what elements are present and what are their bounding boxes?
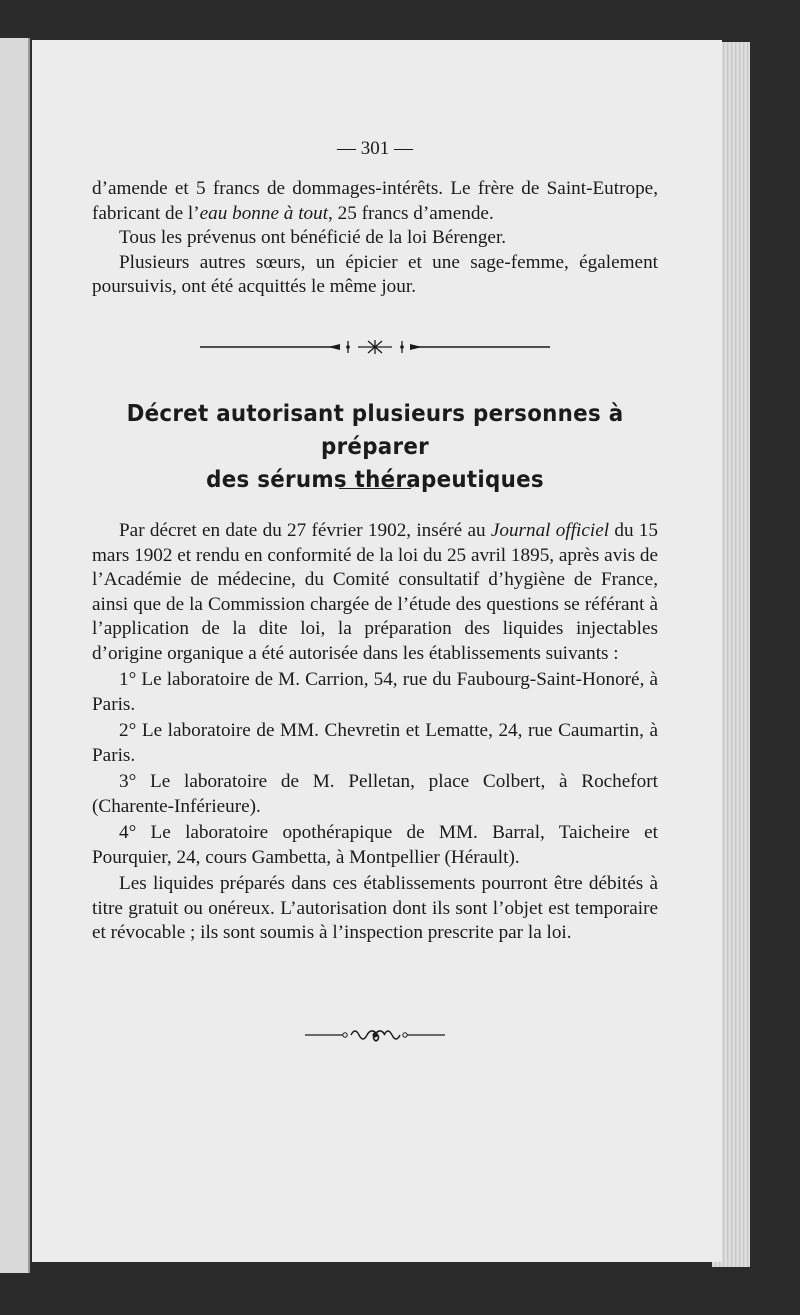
article-title-line-1: Décret autorisant plusieurs personnes à préparer	[126, 401, 624, 460]
page-number: — 301 —	[337, 138, 413, 159]
intro-paragraph-3: Plusieurs autres sœurs, un épicier et une sage-femme, également poursuivis, ont été acquittés le même jour.	[92, 251, 658, 297]
article-body	[92, 519, 658, 946]
article-paragraph-closing: Les liquides préparés dans ces établissements pourront être débités à titre gratuit ou onéreux. L’autorisation dont ils sont l’objet est temporaire et révocable ; ils sont soumis à l’inspection prescrite par la loi.	[92, 873, 658, 943]
article-item-4: 4° Le laboratoire opothérapique de MM. Barral, Taicheire et Pourquier, 24, cours Gambetta, à Montpellier (Hérault).	[92, 822, 658, 868]
left-page-edge	[0, 38, 30, 1273]
article-title-line-2: des sérums thérapeutiques	[206, 467, 544, 493]
intro-paragraph-2: Tous les prévenus ont bénéficié de la loi Bérenger.	[119, 227, 507, 248]
section-divider-ornament	[200, 338, 550, 356]
article-paragraph-decree: Par décret en date du 27 février 1902, inséré au Journal officiel du 15 mars 1902 et rendu en conformité de la loi du 25 avril 1895, après avis de l’Académie de médecine, du Comité consultatif d’hygiène de France, ainsi que de la Commission chargée de l’étude des questions se référant à l’application de la dite loi, la préparation des liquides injectables d’origine organique a été autorisée dans les établissements suivants :	[92, 520, 658, 664]
article-item-1: 1° Le laboratoire de M. Carrion, 54, rue du Faubourg-Saint-Honoré, à Paris.	[92, 669, 658, 715]
article-item-2: 2° Le laboratoire de MM. Chevretin et Lematte, 24, rue Caumartin, à Paris.	[92, 720, 658, 766]
intro-paragraph-1: d’amende et 5 francs de dommages-intérêts. Le frère de Saint-Eutrope, fabricant de l’eau bonne à tout, 25 francs d’amende.	[92, 178, 658, 224]
article-item-3: 3° Le laboratoire de M. Pelletan, place Colbert, à Rochefort (Charente-Inférieure).	[92, 771, 658, 817]
intro-text	[92, 177, 658, 300]
title-underline	[339, 488, 411, 489]
end-ornament	[305, 1024, 445, 1046]
article-title	[112, 398, 638, 497]
book-page	[32, 40, 722, 1262]
